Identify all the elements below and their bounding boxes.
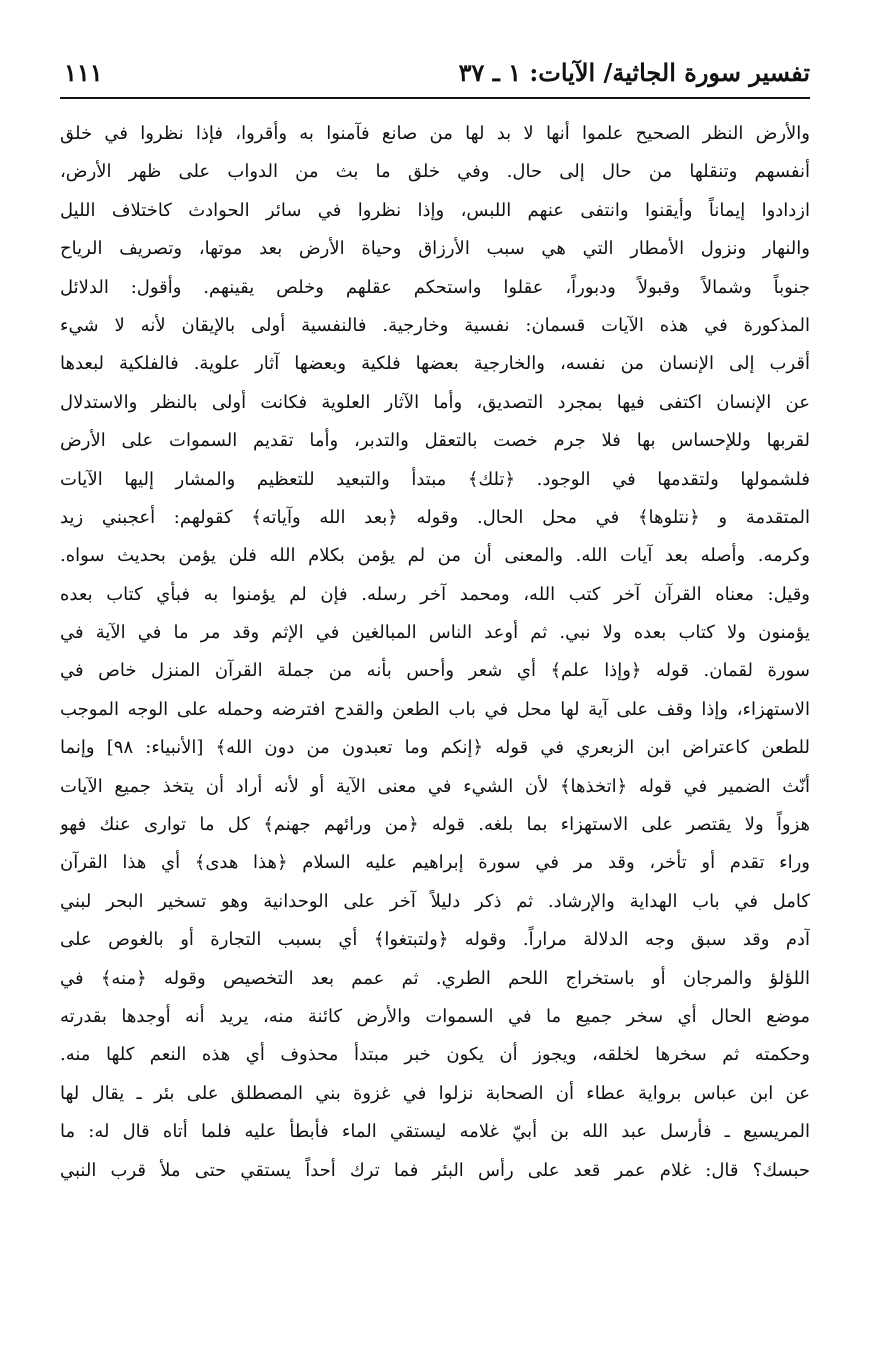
text-line: والنهار ونزول الأمطار التي هي سبب الأرزاق وحياة الأرض بعد موتها، وتصريف الرياح [60, 238, 810, 260]
header-rule [60, 97, 810, 99]
page-header [60, 58, 810, 96]
text-line: وقيل: معناه القرآن آخر كتب الله، ومحمد آخر رسله. فإن لم يؤمنوا به فبأي كتاب بعده [60, 583, 810, 605]
text-line: المريسيع ـ فأرسل عبد الله بن أبيّ غلامه ليستقي الماء فأبطأ عليه فلما أتاه قال له: ما [60, 1121, 810, 1143]
text-line: الاستهزاء، وإذا وقف على آية لها محل في باب الطعن والقدح افترضه وحمله على الوجه الموجب [60, 698, 810, 720]
text-line: أقرب إلى الإنسان من نفسه، والخارجية بعضها فلكية وبعضها آثار علوية. فالفلكية لبعدها [60, 353, 810, 375]
text-line: عن الإنسان اكتفى فيها بمجرد التصديق، وأما الآثار العلوية فكانت أولى بالنظر والاستدلال [60, 391, 810, 413]
text-line: حبسك؟ قال: غلام عمر قعد على رأس البئر فما ترك أحداً يستقي حتى ملأ قرب النبي [60, 1159, 810, 1181]
text-line: ازدادوا إيماناً وأيقنوا وانتفى عنهم اللبس، وإذا نظروا في سائر الحوادث كاختلاف الليل [60, 199, 810, 221]
text-line: أنفسهم وتنقلها من حال إلى حال. وفي خلق ما بث من الدواب على ظهر الأرض، [60, 161, 810, 183]
text-line: وكرمه. وأصله بعد آيات الله. والمعنى أن من لم يؤمن بكلام الله فلن يؤمن بحديث سواه. [60, 545, 810, 567]
text-line: جنوباً وشمالاً وقبولاً ودبوراً، عقلوا واستحكم عقلهم وخلص يقينهم. وأقول: الدلائل [60, 276, 810, 298]
text-line: المتقدمة و ﴿نتلوها﴾ في محل الحال. وقوله ﴿بعد الله وآياته﴾ كقولهم: أعجبني زيد [60, 506, 810, 528]
text-line: سورة لقمان. قوله ﴿وإذا علم﴾ أي شعر وأحس بأنه من جملة القرآن المنزل خاص في [60, 660, 810, 682]
text-line: هزواً ولا يقتصر على الاستهزاء بما بلغه. قوله ﴿من ورائهم جهنم﴾ كل ما توارى عنك فهو [60, 814, 810, 836]
page-number: ١١١ [64, 58, 103, 87]
text-line: والأرض النظر الصحيح علموا أنها لا بد لها من صانع فآمنوا به وأقروا، فإذا نظروا في خلق [60, 123, 810, 144]
text-line: للطعن كاعتراض ابن الزبعري في قوله ﴿إنكم وما تعبدون من دون الله﴾ [الأنبياء: ٩٨] وإنما [60, 737, 810, 759]
text-line: آدم وقد سبق وجه الدلالة مراراً. وقوله ﴿ولتبتغوا﴾ أي بسبب التجارة أو بالغوص على [60, 929, 810, 951]
text-line: وراء تقدم أو تأخر، وقد مر في سورة إبراهيم عليه السلام ﴿هذا هدى﴾ أي هذا القرآن [60, 852, 810, 874]
running-head: تفسير سورة الجاثية/ الآيات: ١ ـ ٣٧ [458, 58, 810, 87]
text-line: المذكورة في هذه الآيات قسمان: نفسية وخارجية. فالنفسية أولى بالإيقان لأنه لا شيء [60, 314, 810, 336]
body-text [60, 115, 810, 1190]
text-line: وحكمته ثم سخرها لخلقه، ويجوز أن يكون خبر مبتدأ محذوف أي هذه النعم كلها منه. [60, 1044, 810, 1066]
text-line: لقربها وللإحساس بها فلا جرم خصت بالتعقل والتدبر، وأما تقديم السموات على الأرض [60, 430, 810, 452]
text-line: يؤمنون ولا كتاب بعده ولا نبي. ثم أوعد الناس المبالغين في الإثم وقد مر ما في الآية في [60, 622, 810, 644]
text-line: عن ابن عباس برواية عطاء أن الصحابة نزلوا في غزوة بني المصطلق على بئر ـ يقال لها [60, 1082, 810, 1104]
text-line: كامل في باب الهداية والإرشاد. ثم ذكر دليلاً آخر على الوحدانية وهو تسخير البحر لبني [60, 890, 810, 912]
text-line: أنّث الضمير في قوله ﴿اتخذها﴾ لأن الشيء في معنى الآية أو لأنه أراد أن يتخذ جميع الآيات [60, 775, 810, 797]
text-line: اللؤلؤ والمرجان أو باستخراج اللحم الطري. ثم عمم بعد التخصيص وقوله ﴿منه﴾ في [60, 967, 810, 989]
text-line: فلشمولها ولتقدمها في الوجود. ﴿تلك﴾ مبتدأ والتبعيد للتعظيم والمشار إليها الآيات [60, 468, 810, 490]
text-line: موضع الحال أي سخر جميع ما في السموات والأرض كائنة منه، يريد أنه أوجدها بقدرته [60, 1005, 810, 1027]
